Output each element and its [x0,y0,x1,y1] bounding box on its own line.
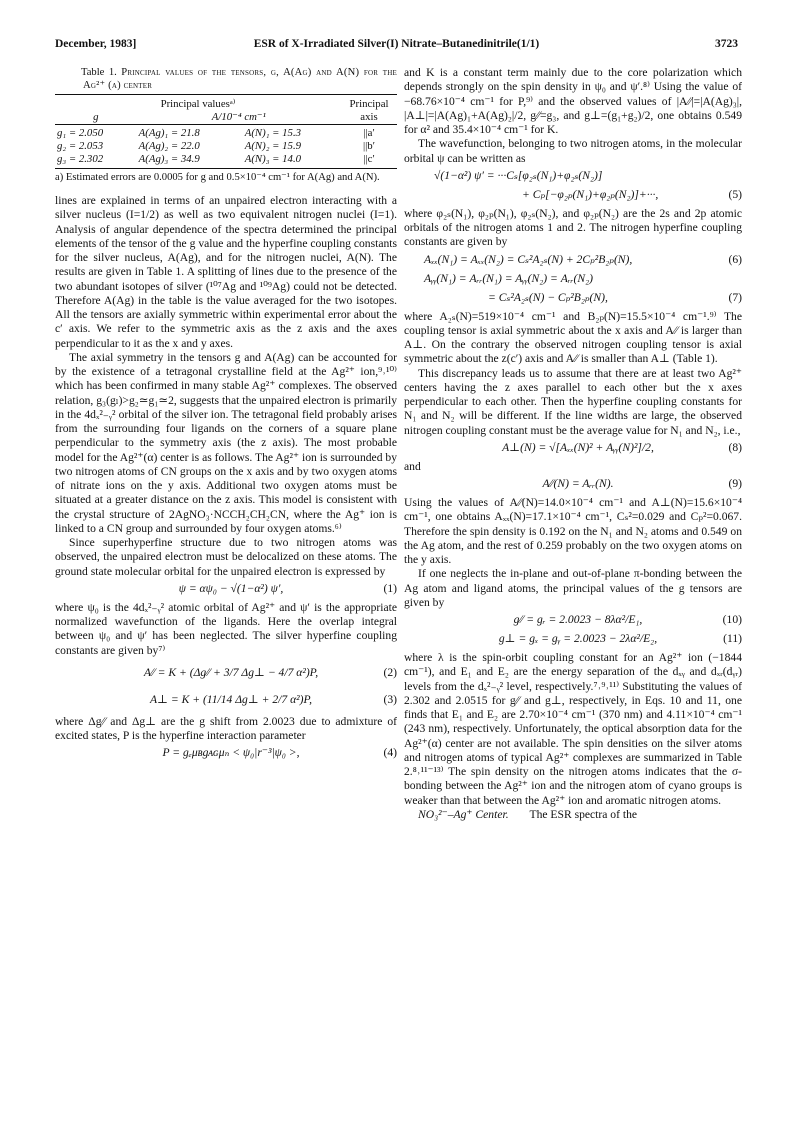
table1-cell-an: A(N)₃ = 14.0 [244,153,302,165]
equation-3 [55,688,397,712]
equation-body: A⊥(N) = √[Aₓₓ(N)² + Aᵧᵧ(N)²]/2, [502,440,654,454]
equation-8 [404,441,742,457]
equation-11 [404,632,742,648]
header-title: ESR of X-Irradiated Silver(I) Nitrate–Butanedinitrile(1/1) [253,38,540,50]
equation-body: g∕∕ = gᵣ = 2.0023 − 8λα²/E₁, [513,613,643,626]
equation-number: (2) [383,665,397,679]
table1-caption-lead: Table 1. [81,67,117,78]
equation-number: (11) [723,632,742,645]
equation-1 [55,582,397,598]
paragraph: Using the values of A∕∕(N)=14.0×10⁻⁴ cm⁻¹ and A⊥(N)=15.6×10⁻⁴ cm⁻¹, one obtains Aₓₓ(N)=17.1×10⁻⁴ cm⁻¹, Cₛ²=0.029 and Cₚ²=0.067. Therefore the spin density is 0.192 on the N₁ and N₂ atoms and 0.549 on the Ag atom, and the rest of 0.259 probably on the two oxygen atoms on the y axis. [404,496,742,566]
equation-6 [404,253,742,269]
table1-footnote: a) Estimated errors are 0.0005 for g and 0.5×10⁻⁴ cm⁻¹ for A(Ag) and A(N). [55,172,380,183]
equation-10 [404,613,742,629]
section-paragraph [404,808,742,822]
equation-body: A⊥ = K + (11/14 Δg⊥ + 2/7 α²)P, [149,692,312,706]
table1-cell-axis: ||a′ [363,127,375,139]
table1-cell-an: A(N)₂ = 15.9 [244,140,302,152]
header-page-number: 3723 [715,38,738,50]
equation-7a [404,272,742,288]
equation-body: + Cₚ[−φ₂ₚ(N₁)+φ₂ₚ(N₂)]+···, [522,187,659,201]
table-row [55,125,397,141]
paragraph: This discrepancy leads us to assume that there are at least two Ag²⁺ centers having the z axes parallel to each other but the x axes perpendicular to each other. Then the hyperfine coupling constants for N₁ and N₂ will be different. If the line widths are large, the observed nitrogen coupling constant must be the average value for N₁ and N₂, i.e., [404,366,742,437]
table1-col-a: A/10⁻⁴ cm⁻¹ [211,111,266,123]
equation-7b [404,291,742,307]
table1-cell-aag: A(Ag)₁ = 21.8 [138,127,200,139]
equation-5a [404,169,742,185]
paragraph: The axial symmetry in the tensors g and A(Ag) can be accounted for by the existence of a tetragonal crystalline field at the Ag²⁺ ion,⁹˒¹⁰⁾ which has been confirmed in many stable Ag²⁺ complexes. The observed relation, g₃(gₗ)>g₂≃g₁≃2, suggests that the unpaired electron is primarily in the 4dₓ²₋ᵧ² orbital of the silver ion. The tetragonal field probably arises from the surrounding four ligands on the corners of a square plane perpendicular to the symmetry axis (the z axis). The most probable model for the Ag²⁺(α) center is as follows. The Ag²⁺ ion is surrounded by two nitrogen atoms of CN groups on the x axis and by two oxygen atoms of nitrate ions on the y axis. Additional two oxygen atoms must be situated at a greater distance on the z axis. This model is consistent with the crystal structure of 2AgNO₃·NCCH₂CH₂CN, where the Ag⁺ ion is linked to a CN group and surrounded by four oxygen atoms.⁶⁾ [55,350,397,535]
paragraph: Since superhyperfine structure due to two nitrogen atoms was observed, the unpaired electron must be delocalized on these atoms. The ground state molecular orbital for the unpaired electron is expressed by [55,536,397,578]
paragraph: where Δg∕∕ and Δg⊥ are the g shift from 2.0023 due to admixture of excited states, P is the hyperfine interaction parameter [55,714,397,742]
equation-number: (3) [383,692,397,706]
table1-caption [55,66,397,92]
equation-body: = Cₛ²A₂ₛ(N) − Cₚ²B₂ₚ(N), [488,290,608,304]
equation-number: (1) [383,581,397,595]
equation-body: Aᵧᵧ(N₁) = Aᵣᵣ(N₁) = Aᵧᵧ(N₂) = Aᵣᵣ(N₂) [424,271,594,285]
paragraph: The wavefunction, belonging to two nitrogen atoms, in the molecular orbital ψ can be written as [404,137,742,165]
equation-9 [404,477,742,493]
table1-cell-g: g₁ = 2.050 [57,127,104,139]
running-header [55,38,738,56]
paragraph-and: and [404,459,421,473]
table1 [55,94,397,169]
table1-cell-g: g₂ = 2.053 [57,140,104,152]
equation-4 [55,746,397,762]
table1-cell-aag: A(Ag)₂ = 22.0 [138,140,200,152]
table1-caption-text: Principal values of the tensors, g, A(Ag) and A(N) for the Ag²⁺ (α) center [83,67,397,91]
equation-number: (5) [728,187,742,201]
equation-number: (6) [728,252,742,266]
equation-body: P = gₑμʙgᴀɢμₙ < ψ₀|r⁻³|ψ₀ >, [162,746,300,760]
paragraph: and K is a constant term mainly due to the core polarization which depends strongly on the spin density in ψ₀ and ψ′.⁸⁾ Using the value of −68.76×10⁻⁴ cm⁻¹ for P,⁹⁾ and the observed values of |A∕∕|=|A(Ag)₃|, |A⊥|=|A(Ag)₁+A(Ag)₂|/2, g∕∕=g₃, and g⊥=(g₁+g₂)/2, one obtains 0.549 for α² and 35.4×10⁻⁴ cm⁻¹ for K. [404,66,742,136]
equation-number: (7) [728,290,742,304]
right-column [404,66,742,822]
header-date: December, 1983] [55,38,137,50]
equation-body: √(1−α²) ψ′ = ···Cₛ[φ₂ₛ(N₁)+φ₂ₛ(N₂)] [434,168,603,182]
equation-number: (4) [383,746,397,760]
equation-2 [55,661,397,685]
equation-body: A∕∕(N) = Aᵣᵣ(N). [542,477,614,490]
left-column [55,66,397,765]
paragraph: where A₂ₛ(N)=519×10⁻⁴ cm⁻¹ and B₂ₚ(N)=15.5×10⁻⁴ cm⁻¹.⁹⁾ The coupling tensor is axial symmetric about the x axis and A∕∕ is larger than A⊥. On the contrary the observed nitrogen coupling tensor is axial symmetric about the z(c′) axis and A∕∕ is smaller than A⊥ (Table 1). [404,309,742,366]
paragraph: lines are explained in terms of an unpaired electron interacting with a silver nucleus (I=1/2) as well as two equivalent nitrogen nuclei (I=1). Analysis of angular dependence of the spectra determined the principal elements of the tensor of the g value and the hyperfine coupling constants for the silver nucleus, A(Ag), and for the nitrogen nuclei, A(N). The results are given in Table 1. A splitting of lines due to the presence of the two abundant isotopes of silver (¹⁰⁷Ag and ¹⁰⁹Ag) could not be detected. Therefore A(Ag) in the table is the value averaged for the two isotopes. All the tensors are axially symmetric within experimental error about the c′ axis. We refer to the symmetric axis as the z axis and the axes perpendicular to it as the x and y axes. [55,194,397,350]
table1-col-group: Principal valuesᵃ⁾ [160,98,236,110]
equation-number: (10) [722,613,742,626]
table-row [55,153,397,169]
equation-number: (9) [728,477,742,490]
paragraph: If one neglects the in-plane and out-of-plane π-bonding between the Ag atom and ligand atoms, the principal values of the g tensors are given by [404,567,742,609]
table1-cell-axis: ||b′ [362,140,376,152]
paragraph: where φ₂ₛ(N₁), φ₂ₚ(N₁), φ₂ₛ(N₂), and φ₂ₚ(N₂) are the 2s and 2p atomic orbitals of the nitrogen atoms 1 and 2. The nitrogen hyperfine coupling constants are given by [404,206,742,249]
table1-cell-axis: ||c′ [363,153,375,165]
equation-5b [404,188,742,204]
table1-cell-an: A(N)₁ = 15.3 [244,127,302,139]
section-heading: NO₃²⁻–Ag⁺ Center. [418,807,509,821]
table1-cell-aag: A(Ag)₃ = 34.9 [138,153,200,165]
paragraph: where λ is the spin-orbit coupling constant for an Ag²⁺ ion (−1844 cm⁻¹), and E₁ and E₂ are the energy separation of the dₓᵧ and dₓᵣ(dᵧᵣ) levels from the dₓ²₋ᵧ² level, respectively.⁷˒⁹˒¹¹⁾ Substituting the values of 2.302 and 2.0515 for g∕∕ and g⊥, respectively, in Eqs. 10 and 11, one finds that E₁ and E₂ are 2.70×10⁻⁴ cm⁻¹ (370 nm) and 4.11×10⁻⁴ cm⁻¹ (243 nm), respectively. Unfortunately, the optical absorption data for the Ag²⁺(α) center are not available. The spin densities on the silver atoms and nitrogen atoms of typical Ag²⁺ complexes are summarized in Table 2.⁸˒¹¹⁻¹³⁾ The spin density on the nitrogen atoms indicates that the σ-bonding between the Ag²⁺ ion and the nitrogen atom of cyano groups is weaker than that between the Ag²⁺ ion and aromatic nitrogen atoms. [404,651,742,807]
equation-body: g⊥ = gₓ = gᵧ = 2.0023 − 2λα²/E₂, [498,632,658,645]
equation-body: Aₓₓ(N₁) = Aₓₓ(N₂) = Cₛ²A₂ₛ(N) + 2Cₚ²B₂ₚ(N), [424,252,633,266]
table1-col-axis: Principal axis [349,98,389,123]
table1-cell-g: g₃ = 2.302 [57,153,104,165]
equation-body: A∕∕ = K + (Δg∕∕ + 3/7 Δg⊥ − 4/7 α²)P, [143,665,319,679]
table1-col-g: g [93,111,99,123]
section-text: The ESR spectra of the [529,807,638,821]
equation-number: (8) [728,440,742,454]
table-row [55,140,397,153]
paragraph: where ψ₀ is the 4dₓ²₋ᵧ² atomic orbital of Ag²⁺ and ψ′ is the appropriate normalized wavefunction of the ligands. Here the overlap integral between ψ₀ and ψ′ has been neglected. The silver hyperfine coupling constants are given by⁷⁾ [55,600,397,657]
equation-body: ψ = αψ₀ − √(1−α²) ψ′, [178,581,284,595]
